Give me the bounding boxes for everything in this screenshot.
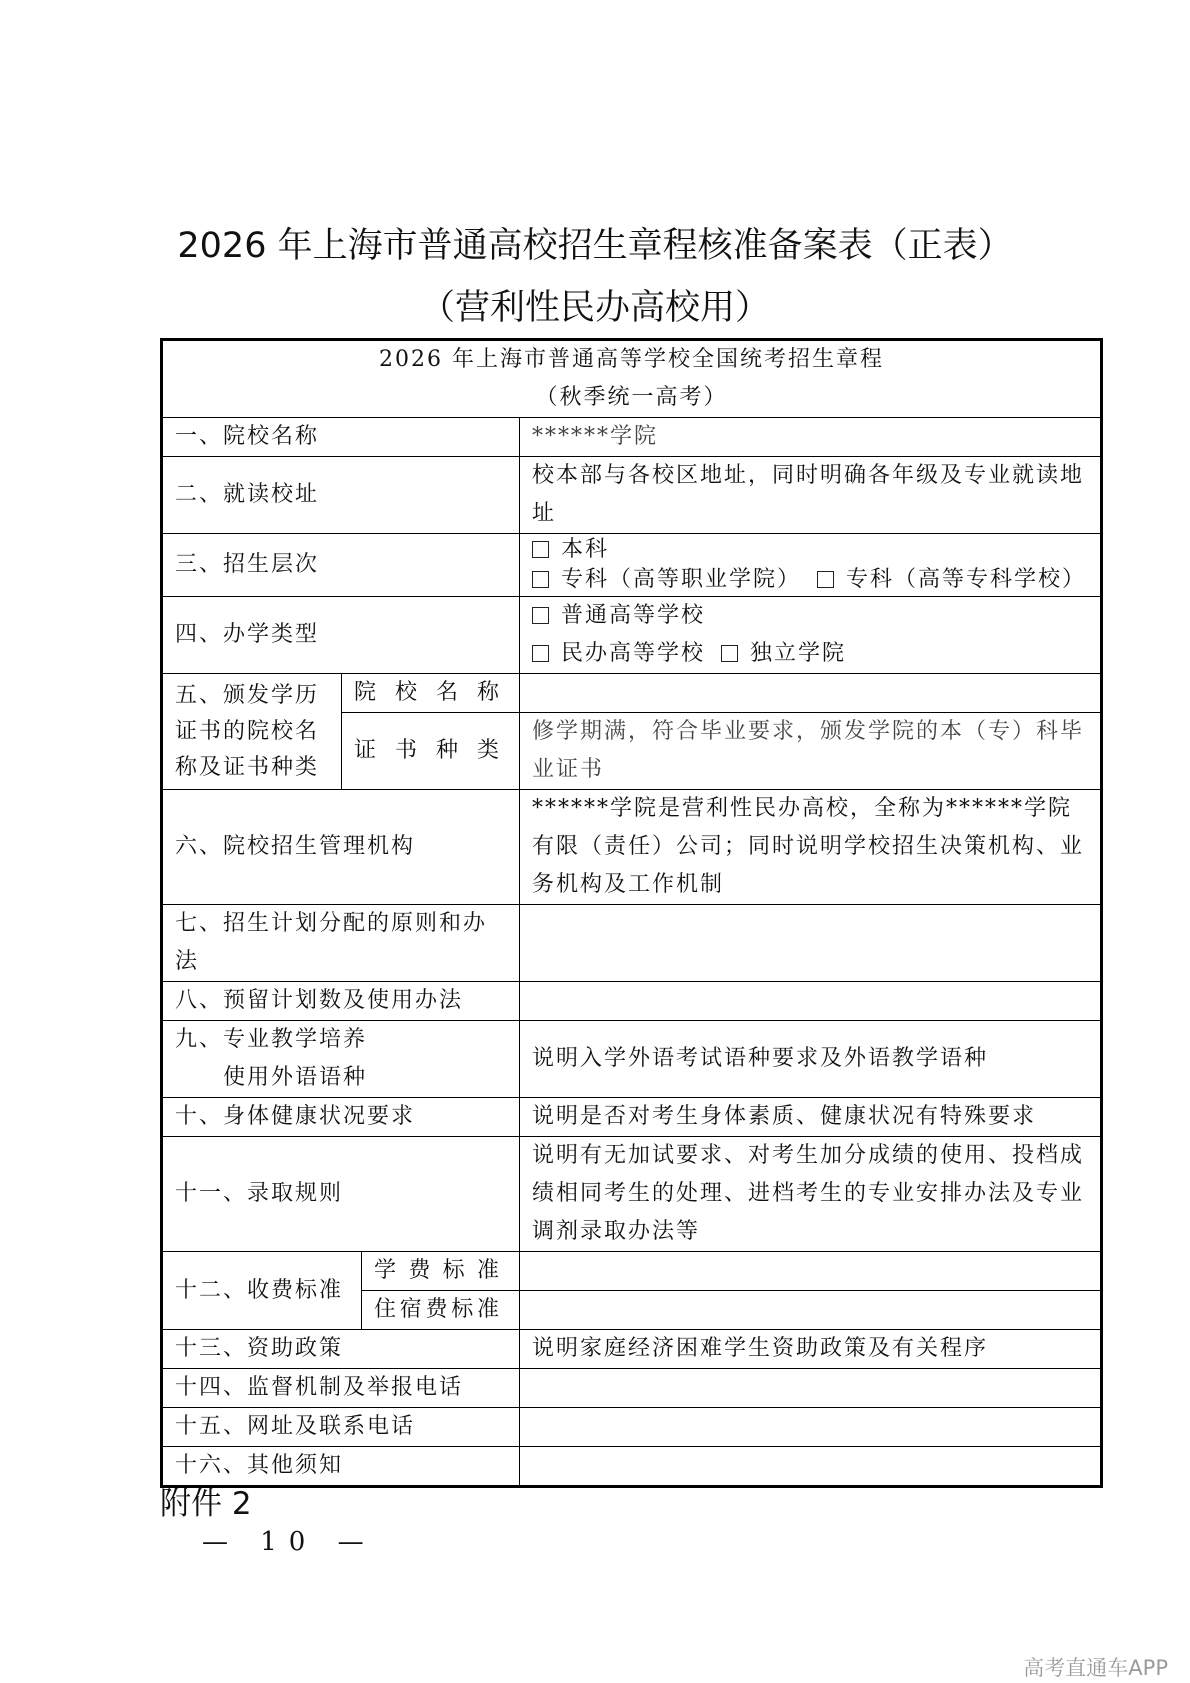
- table-row: [162, 1021, 1102, 1098]
- row-label-campus-address: 二、就读校址: [162, 457, 520, 534]
- row-value-enrollment-level: [520, 534, 1102, 597]
- row-label-admission-rules: 十一、录取规则: [162, 1137, 520, 1252]
- table-row: [162, 1098, 1102, 1137]
- checkbox-vocational-college[interactable]: [532, 571, 549, 588]
- attachment-label: 附件 2: [160, 1486, 252, 1522]
- table-row: [162, 905, 1102, 982]
- row-value-reserved-plan: [520, 982, 1102, 1021]
- row-label-enrollment-level: 三、招生层次: [162, 534, 520, 597]
- row-label-fee-standards: 十二、收费标准: [162, 1252, 362, 1330]
- table-header-row: [162, 340, 1102, 418]
- row-value-accommodation: [520, 1291, 1102, 1330]
- row-value-supervision: [520, 1369, 1102, 1408]
- table-row: [162, 674, 1102, 713]
- row-value-campus-address: 校本部与各校区地址，同时明确各年级及专业就读地址: [520, 457, 1102, 534]
- table-row: [162, 1330, 1102, 1369]
- option-undergraduate-label: 本科: [561, 537, 610, 562]
- table-row: [162, 790, 1102, 905]
- option-junior-college-label: 专科（高等专科学校）: [846, 567, 1087, 592]
- option-independent-college-label: 独立学院: [750, 641, 847, 666]
- row-value-tuition: [520, 1252, 1102, 1291]
- row-label-school-name: 一、院校名称: [162, 418, 520, 457]
- filing-form-table: [160, 338, 1103, 1488]
- row-label-certificate: 五、颁发学历证书的院校名称及证书种类: [162, 674, 342, 790]
- page-number: — 10 —: [202, 1527, 376, 1557]
- row-label-website-contact: 十五、网址及联系电话: [162, 1408, 520, 1447]
- checkbox-independent-college[interactable]: [721, 645, 738, 662]
- row-label-reserved-plan: 八、预留计划数及使用办法: [162, 982, 520, 1021]
- row-label-school-type: 四、办学类型: [162, 597, 520, 674]
- checkbox-undergraduate[interactable]: [532, 541, 549, 558]
- table-row: [162, 1447, 1102, 1487]
- row-value-certificate-school: [520, 674, 1102, 713]
- checkbox-junior-college[interactable]: [817, 571, 834, 588]
- table-row: [162, 534, 1102, 597]
- row-value-health-requirements: 说明是否对考生身体素质、健康状况有特殊要求: [520, 1098, 1102, 1137]
- table-row: [162, 597, 1102, 674]
- sublabel-school-name: 院 校 名 称: [342, 674, 520, 713]
- row-value-school-name: ******学院: [520, 418, 1102, 457]
- row-value-plan-allocation: [520, 905, 1102, 982]
- row-label-health-requirements: 十、身体健康状况要求: [162, 1098, 520, 1137]
- table-row: [162, 418, 1102, 457]
- row-value-website-contact: [520, 1408, 1102, 1447]
- table-header-subtitle: （秋季统一高考）: [535, 385, 728, 410]
- document-title: 2026 年上海市普通高校招生章程核准备案表（正表）: [177, 226, 1013, 266]
- row-label-plan-allocation: 七、招生计划分配的原则和办法: [162, 905, 520, 982]
- row-value-school-type: [520, 597, 1102, 674]
- row-value-financial-aid: 说明家庭经济困难学生资助政策及有关程序: [520, 1330, 1102, 1369]
- row-label-supervision: 十四、监督机制及举报电话: [162, 1369, 520, 1408]
- table-row: [162, 982, 1102, 1021]
- row-value-admission-office: ******学院是营利性民办高校，全称为******学院有限（责任）公司；同时说明学校招生决策机构、业务机构及工作机制: [520, 790, 1102, 905]
- option-private-university-label: 民办高等学校: [561, 641, 706, 666]
- table-row: [162, 1408, 1102, 1447]
- table-row: [162, 1369, 1102, 1408]
- table-row: [162, 1137, 1102, 1252]
- row-value-foreign-language: 说明入学外语考试语种要求及外语教学语种: [520, 1021, 1102, 1098]
- row-value-other-notes: [520, 1447, 1102, 1487]
- sublabel-tuition: 学 费 标 准: [362, 1252, 520, 1291]
- row-label-foreign-language: 九、专业教学培养 使用外语语种: [162, 1021, 520, 1098]
- row-value-admission-rules: 说明有无加试要求、对考生加分成绩的使用、投档成绩相同考生的处理、进档考生的专业安排办法及专业调剂录取办法等: [520, 1137, 1102, 1252]
- row-label-admission-office: 六、院校招生管理机构: [162, 790, 520, 905]
- row-value-certificate-type: 修学期满，符合毕业要求，颁发学院的本（专）科毕业证书: [520, 713, 1102, 790]
- table-row: [162, 1252, 1102, 1291]
- table-header-title: 2026 年上海市普通高等学校全国统考招生章程: [379, 347, 885, 372]
- row-label-financial-aid: 十三、资助政策: [162, 1330, 520, 1369]
- checkbox-regular-university[interactable]: [532, 607, 549, 624]
- sublabel-certificate-type: 证 书 种 类: [342, 713, 520, 790]
- option-regular-university-label: 普通高等学校: [561, 603, 706, 628]
- watermark-text: 高考直通车APP: [1023, 1656, 1168, 1680]
- sublabel-accommodation: 住 宿 费 标 准: [362, 1291, 520, 1330]
- option-vocational-college-label: 专科（高等职业学院）: [561, 567, 802, 592]
- document-subtitle: （营利性民办高校用）: [419, 288, 770, 328]
- row-label-other-notes: 十六、其他须知: [162, 1447, 520, 1487]
- table-row: [162, 457, 1102, 534]
- checkbox-private-university[interactable]: [532, 645, 549, 662]
